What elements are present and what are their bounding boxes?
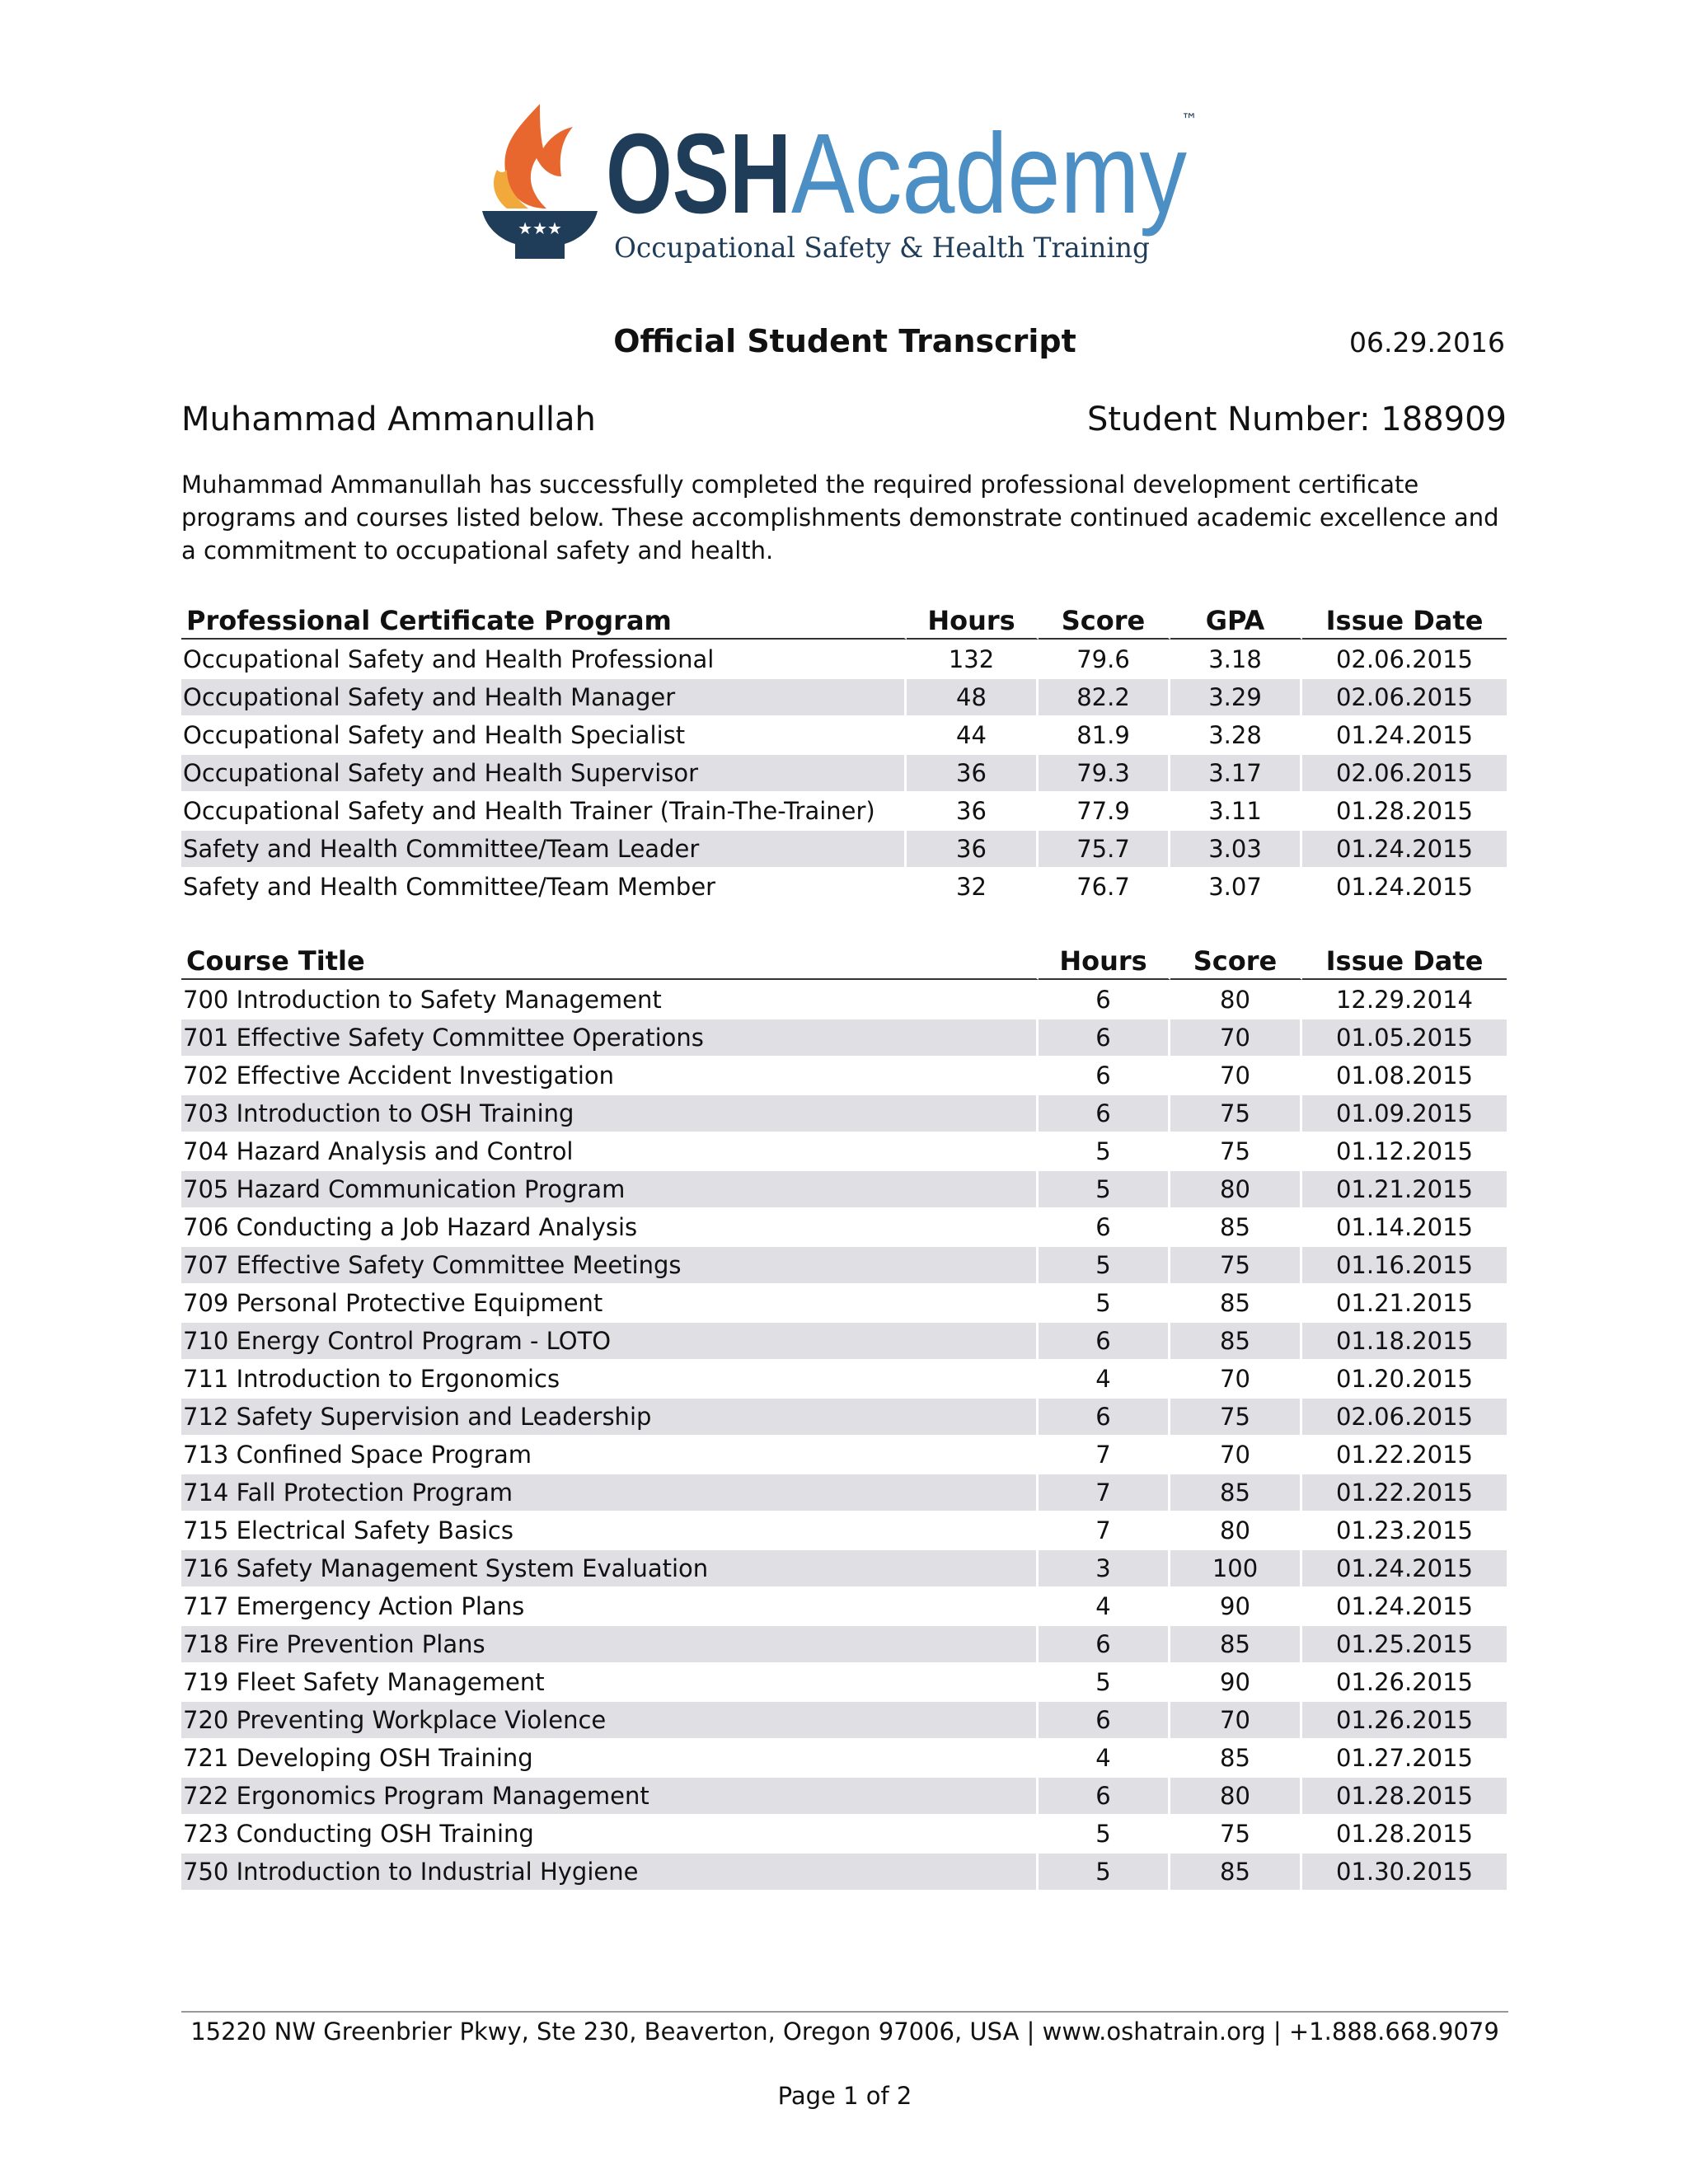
document-title: Official Student Transcript — [613, 323, 1076, 359]
table-row — [181, 1283, 1507, 1321]
col-header-gpa: GPA — [1170, 595, 1302, 640]
student-number-label: Student Number: — [1086, 401, 1371, 438]
cell-title: 704 Hazard Analysis and Control — [181, 1132, 1039, 1169]
cell-date: 02.06.2015 — [1302, 677, 1507, 715]
cell-hours: 4 — [1039, 1586, 1170, 1624]
table-row — [181, 1245, 1507, 1283]
certificate-programs-table — [181, 595, 1507, 905]
cell-title: 720 Preventing Workplace Violence — [181, 1700, 1039, 1738]
cell-hours: 6 — [1039, 1018, 1170, 1056]
cell-program: Occupational Safety and Health Manager — [181, 677, 907, 715]
cell-score: 75 — [1170, 1094, 1302, 1132]
cell-title: 706 Conducting a Job Hazard Analysis — [181, 1207, 1039, 1245]
cell-gpa: 3.28 — [1170, 715, 1302, 753]
cell-score: 70 — [1170, 1359, 1302, 1397]
cell-score: 90 — [1170, 1586, 1302, 1624]
logo-tagline: Occupational Safety & Health Training — [614, 232, 1150, 265]
col-header-course-title: Course Title — [181, 935, 1039, 980]
student-name: Muhammad Ammanullah — [181, 401, 596, 438]
col-header-issue-date: Issue Date — [1302, 595, 1507, 640]
cell-date: 01.09.2015 — [1302, 1094, 1507, 1132]
cell-date: 01.25.2015 — [1302, 1624, 1507, 1662]
cell-hours: 132 — [907, 640, 1039, 677]
cell-date: 01.12.2015 — [1302, 1132, 1507, 1169]
cell-score: 85 — [1170, 1738, 1302, 1776]
table-row — [181, 1776, 1507, 1814]
table-header-row — [181, 595, 1507, 640]
col-header-score: Score — [1039, 595, 1170, 640]
cell-program: Occupational Safety and Health Professional — [181, 640, 907, 677]
student-number — [1087, 401, 1507, 438]
cell-title: 723 Conducting OSH Training — [181, 1814, 1039, 1852]
col-header-score: Score — [1170, 935, 1302, 980]
cell-score: 70 — [1170, 1018, 1302, 1056]
cell-hours: 5 — [1039, 1814, 1170, 1852]
table-row — [181, 867, 1507, 905]
table-row — [181, 640, 1507, 677]
cell-title: 709 Personal Protective Equipment — [181, 1283, 1039, 1321]
cell-score: 75 — [1170, 1397, 1302, 1435]
cell-score: 90 — [1170, 1662, 1302, 1700]
table-row — [181, 1018, 1507, 1056]
cell-program: Occupational Safety and Health Supervisor — [181, 753, 907, 791]
cell-score: 80 — [1170, 1776, 1302, 1814]
cell-score: 75 — [1170, 1814, 1302, 1852]
cell-title: 718 Fire Prevention Plans — [181, 1624, 1039, 1662]
cell-date: 01.14.2015 — [1302, 1207, 1507, 1245]
cell-program: Occupational Safety and Health Trainer (Train-The-Trainer) — [181, 791, 907, 829]
table-row — [181, 1586, 1507, 1624]
table-row — [181, 1397, 1507, 1435]
cell-title: 712 Safety Supervision and Leadership — [181, 1397, 1039, 1435]
cell-title: 722 Ergonomics Program Management — [181, 1776, 1039, 1814]
table-row — [181, 1321, 1507, 1359]
cell-hours: 36 — [907, 791, 1039, 829]
col-header-hours: Hours — [1039, 935, 1170, 980]
cell-hours: 36 — [907, 753, 1039, 791]
table-row — [181, 1738, 1507, 1776]
cell-date: 01.24.2015 — [1302, 715, 1507, 753]
table-header-row — [181, 935, 1507, 980]
cell-title: 703 Introduction to OSH Training — [181, 1094, 1039, 1132]
cell-hours: 7 — [1039, 1435, 1170, 1473]
cell-score: 85 — [1170, 1473, 1302, 1511]
cell-date: 02.06.2015 — [1302, 753, 1507, 791]
cell-score: 79.3 — [1039, 753, 1170, 791]
table-row — [181, 1169, 1507, 1207]
cell-hours: 48 — [907, 677, 1039, 715]
cell-date: 01.05.2015 — [1302, 1018, 1507, 1056]
torch-icon — [482, 104, 598, 259]
cell-score: 100 — [1170, 1549, 1302, 1586]
cell-hours: 7 — [1039, 1511, 1170, 1549]
cell-hours: 5 — [1039, 1662, 1170, 1700]
student-number-value: 188909 — [1381, 401, 1507, 438]
cell-hours: 5 — [1039, 1245, 1170, 1283]
cell-date: 12.29.2014 — [1302, 980, 1507, 1018]
cell-title: 713 Confined Space Program — [181, 1435, 1039, 1473]
cell-date: 01.24.2015 — [1302, 1586, 1507, 1624]
cell-score: 85 — [1170, 1283, 1302, 1321]
table-row — [181, 1662, 1507, 1700]
cell-title: 710 Energy Control Program - LOTO — [181, 1321, 1039, 1359]
table-row — [181, 1359, 1507, 1397]
cell-hours: 5 — [1039, 1169, 1170, 1207]
cell-date: 01.26.2015 — [1302, 1700, 1507, 1738]
cell-hours: 36 — [907, 829, 1039, 867]
courses-table — [181, 935, 1507, 1890]
col-header-hours: Hours — [907, 595, 1039, 640]
cell-title: 707 Effective Safety Committee Meetings — [181, 1245, 1039, 1283]
cell-hours: 6 — [1039, 1397, 1170, 1435]
cell-hours: 4 — [1039, 1359, 1170, 1397]
cell-hours: 5 — [1039, 1283, 1170, 1321]
cell-score: 70 — [1170, 1700, 1302, 1738]
cell-program: Occupational Safety and Health Specialist — [181, 715, 907, 753]
cell-score: 75.7 — [1039, 829, 1170, 867]
cell-score: 70 — [1170, 1056, 1302, 1094]
table-row — [181, 1435, 1507, 1473]
cell-hours: 6 — [1039, 1776, 1170, 1814]
cell-date: 01.21.2015 — [1302, 1283, 1507, 1321]
cell-title: 701 Effective Safety Committee Operations — [181, 1018, 1039, 1056]
cell-date: 01.28.2015 — [1302, 791, 1507, 829]
cell-title: 716 Safety Management System Evaluation — [181, 1549, 1039, 1586]
table-row — [181, 1624, 1507, 1662]
cell-date: 01.28.2015 — [1302, 1814, 1507, 1852]
table-row — [181, 1852, 1507, 1890]
brand-academy: Academy — [791, 110, 1187, 237]
cell-hours: 6 — [1039, 980, 1170, 1018]
cell-program: Safety and Health Committee/Team Member — [181, 867, 907, 905]
table-row — [181, 1094, 1507, 1132]
cell-date: 01.20.2015 — [1302, 1359, 1507, 1397]
cell-score: 75 — [1170, 1245, 1302, 1283]
cell-hours: 6 — [1039, 1321, 1170, 1359]
page-number: Page 1 of 2 — [777, 2082, 912, 2110]
table-row — [181, 1473, 1507, 1511]
cell-date: 01.21.2015 — [1302, 1169, 1507, 1207]
cell-title: 717 Emergency Action Plans — [181, 1586, 1039, 1624]
cell-date: 01.24.2015 — [1302, 867, 1507, 905]
cell-score: 82.2 — [1039, 677, 1170, 715]
cell-date: 01.18.2015 — [1302, 1321, 1507, 1359]
cell-score: 81.9 — [1039, 715, 1170, 753]
table-row — [181, 980, 1507, 1018]
cell-score: 85 — [1170, 1321, 1302, 1359]
table-row — [181, 829, 1507, 867]
cell-date: 01.22.2015 — [1302, 1435, 1507, 1473]
cell-score: 85 — [1170, 1852, 1302, 1890]
cell-title: 719 Fleet Safety Management — [181, 1662, 1039, 1700]
col-header-issue-date: Issue Date — [1302, 935, 1507, 980]
cell-hours: 6 — [1039, 1700, 1170, 1738]
cell-date: 01.16.2015 — [1302, 1245, 1507, 1283]
cell-date: 01.27.2015 — [1302, 1738, 1507, 1776]
table-row — [181, 1814, 1507, 1852]
star-icons: ★★★ — [518, 218, 562, 238]
cell-date: 01.26.2015 — [1302, 1662, 1507, 1700]
cell-title: 750 Introduction to Industrial Hygiene — [181, 1852, 1039, 1890]
cell-gpa: 3.17 — [1170, 753, 1302, 791]
cell-hours: 5 — [1039, 1132, 1170, 1169]
col-header-program: Professional Certificate Program — [181, 595, 907, 640]
cell-title: 700 Introduction to Safety Management — [181, 980, 1039, 1018]
table-row — [181, 753, 1507, 791]
footer-divider — [181, 2011, 1508, 2013]
cell-gpa: 3.11 — [1170, 791, 1302, 829]
flame-outer — [504, 104, 573, 209]
cell-title: 711 Introduction to Ergonomics — [181, 1359, 1039, 1397]
cell-score: 80 — [1170, 1511, 1302, 1549]
cell-date: 01.28.2015 — [1302, 1776, 1507, 1814]
table-row — [181, 1700, 1507, 1738]
cell-score: 79.6 — [1039, 640, 1170, 677]
cell-score: 80 — [1170, 980, 1302, 1018]
cell-gpa: 3.03 — [1170, 829, 1302, 867]
cell-gpa: 3.29 — [1170, 677, 1302, 715]
cell-score: 76.7 — [1039, 867, 1170, 905]
table-row — [181, 1207, 1507, 1245]
cell-gpa: 3.07 — [1170, 867, 1302, 905]
cell-hours: 6 — [1039, 1094, 1170, 1132]
cell-gpa: 3.18 — [1170, 640, 1302, 677]
cell-title: 715 Electrical Safety Basics — [181, 1511, 1039, 1549]
cell-date: 01.24.2015 — [1302, 1549, 1507, 1586]
cell-hours: 44 — [907, 715, 1039, 753]
cell-title: 721 Developing OSH Training — [181, 1738, 1039, 1776]
cell-date: 01.08.2015 — [1302, 1056, 1507, 1094]
table-row — [181, 677, 1507, 715]
cell-hours: 6 — [1039, 1207, 1170, 1245]
cell-hours: 3 — [1039, 1549, 1170, 1586]
document-date: 06.29.2016 — [1349, 326, 1505, 359]
cell-hours: 5 — [1039, 1852, 1170, 1890]
footer-contact: 15220 NW Greenbrier Pkwy, Ste 230, Beaverton, Oregon 97006, USA | www.oshatrain.org | +1.888.668.9079 — [190, 2018, 1499, 2046]
table-row — [181, 1056, 1507, 1094]
cell-hours: 6 — [1039, 1056, 1170, 1094]
cell-title: 714 Fall Protection Program — [181, 1473, 1039, 1511]
cell-score: 85 — [1170, 1207, 1302, 1245]
cell-date: 01.30.2015 — [1302, 1852, 1507, 1890]
cell-score: 80 — [1170, 1169, 1302, 1207]
cell-hours: 32 — [907, 867, 1039, 905]
cell-score: 85 — [1170, 1624, 1302, 1662]
cell-date: 01.23.2015 — [1302, 1511, 1507, 1549]
cell-hours: 4 — [1039, 1738, 1170, 1776]
table-row — [181, 1549, 1507, 1586]
table-row — [181, 1132, 1507, 1169]
cell-hours: 6 — [1039, 1624, 1170, 1662]
table-row — [181, 715, 1507, 753]
cell-score: 75 — [1170, 1132, 1302, 1169]
cell-date: 01.24.2015 — [1302, 829, 1507, 867]
osh-academy-logo — [482, 97, 1207, 270]
cell-title: 705 Hazard Communication Program — [181, 1169, 1039, 1207]
table-row — [181, 791, 1507, 829]
cell-program: Safety and Health Committee/Team Leader — [181, 829, 907, 867]
trademark-symbol: ™ — [1181, 110, 1198, 129]
cell-title: 702 Effective Accident Investigation — [181, 1056, 1039, 1094]
cell-hours: 7 — [1039, 1473, 1170, 1511]
cell-date: 02.06.2015 — [1302, 640, 1507, 677]
cell-date: 02.06.2015 — [1302, 1397, 1507, 1435]
cell-score: 70 — [1170, 1435, 1302, 1473]
brand-osh: OSH — [606, 110, 791, 237]
table-row — [181, 1511, 1507, 1549]
intro-paragraph: Muhammad Ammanullah has successfully completed the required professional development certificate programs and courses listed below. These accomplishments demonstrate continued academic excellence and a commitment to occupational safety and health. — [181, 471, 1499, 565]
cell-date: 01.22.2015 — [1302, 1473, 1507, 1511]
cell-score: 77.9 — [1039, 791, 1170, 829]
